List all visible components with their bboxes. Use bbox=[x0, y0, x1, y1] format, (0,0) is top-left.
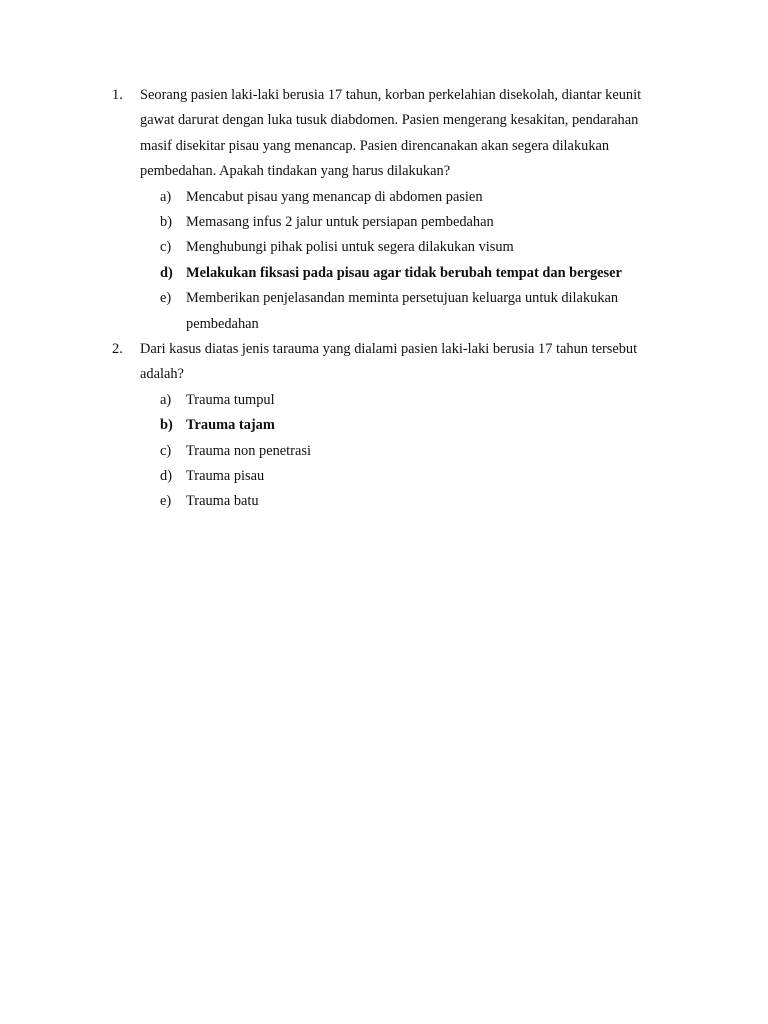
option-letter: e) bbox=[160, 493, 172, 510]
option-c bbox=[160, 439, 672, 464]
option-e bbox=[160, 286, 672, 337]
option-d bbox=[160, 464, 672, 489]
option-letter: e) bbox=[160, 290, 172, 307]
option-letter: a) bbox=[160, 391, 172, 408]
option-c bbox=[160, 235, 672, 260]
option-b-correct-answer bbox=[160, 413, 672, 438]
option-letter: b) bbox=[160, 417, 173, 434]
option-letter: d) bbox=[160, 468, 172, 485]
option-text: Trauma batu bbox=[186, 493, 259, 510]
question-text: Dari kasus diatas jenis tarauma yang dialami pasien laki-laki berusia 17 tahun tersebut adalah? bbox=[140, 341, 638, 383]
question-number: 2. bbox=[112, 341, 123, 357]
option-text: Menghubungi pihak polisi untuk segera dilakukan visum bbox=[186, 239, 514, 256]
question-1 bbox=[112, 83, 672, 337]
option-a bbox=[160, 185, 672, 210]
question-text: Seorang pasien laki-laki berusia 17 tahun, korban perkelahian disekolah, diantar keunit gawat darurat dengan luka tusuk diabdomen. Pasien mengerang kesakitan, pendarahan masif disekitar pisau yang menancap. Pasien direncanakan akan segera dilakukan pembedahan. Apakah tindakan yang harus dilakukan? bbox=[140, 87, 642, 180]
option-letter: d) bbox=[160, 264, 173, 281]
option-text: Memberikan penjelasandan meminta persetujuan keluarga untuk dilakukan pembedahan bbox=[186, 290, 619, 332]
question-2 bbox=[112, 337, 672, 515]
option-e bbox=[160, 489, 672, 514]
option-text: Memasang infus 2 jalur untuk persiapan pembedahan bbox=[186, 214, 494, 231]
option-letter: b) bbox=[160, 214, 172, 231]
question-number: 1. bbox=[112, 87, 123, 103]
option-letter: c) bbox=[160, 442, 172, 459]
option-text: Trauma pisau bbox=[186, 468, 265, 485]
options-list bbox=[160, 388, 672, 515]
option-text: Trauma tajam bbox=[186, 417, 275, 434]
option-text: Mencabut pisau yang menancap di abdomen pasien bbox=[186, 188, 483, 205]
option-d-correct-answer bbox=[160, 261, 672, 286]
option-letter: c) bbox=[160, 239, 172, 256]
option-b bbox=[160, 210, 672, 235]
option-text: Trauma non penetrasi bbox=[186, 442, 311, 459]
options-list bbox=[160, 185, 672, 337]
option-letter: a) bbox=[160, 188, 172, 205]
option-text: Melakukan fiksasi pada pisau agar tidak berubah tempat dan bergeser bbox=[186, 264, 622, 281]
option-a bbox=[160, 388, 672, 413]
option-text: Trauma tumpul bbox=[186, 391, 275, 408]
